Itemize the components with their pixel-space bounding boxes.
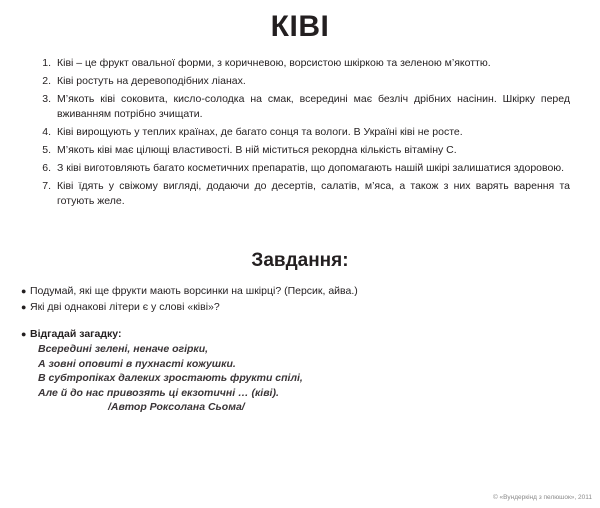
list-item-number: 4. (42, 126, 51, 138)
list-item (30, 92, 570, 122)
page-title: КІВІ (270, 10, 330, 43)
list-item-text: З ківі виготовляють багато косметичних препаратів, що допомагають нашій шкірі залишатися здоровою. (57, 162, 565, 174)
list-item-text: Подумай, які ще фрукти мають ворсинки на шкірці? (Персик, айва.) (30, 285, 358, 297)
list-item-number: 5. (42, 144, 51, 156)
riddle-line: Але й до нас привозять ці екзотичні … (ківі). (38, 386, 279, 399)
facts-list (0, 42, 600, 209)
riddle-author: /Автор Роксолана Сьома/ (108, 401, 245, 413)
list-item (30, 56, 570, 71)
riddle-line: В субтропіках далеких зростають фрукти спілі, (38, 372, 303, 384)
list-item (21, 284, 570, 299)
riddle-heading: Відгадай загадку: (30, 328, 122, 340)
riddle-verse (21, 342, 570, 415)
list-item-text: М’якоть ківі має цілющі властивості. В ній міститься рекордна кількість вітаміну С. (57, 144, 457, 156)
list-item (21, 300, 570, 315)
list-item-number: 7. (42, 180, 51, 192)
list-item-text: М’якоть ківі соковита, кисло-солодка на смак, всередині має безліч дрібних насінин. Шкірку перед вживанням потрібно зчищати. (57, 93, 570, 120)
tasks-heading: Завдання: (251, 250, 349, 271)
list-item-number: 6. (42, 162, 51, 174)
list-item (30, 143, 570, 158)
riddle-line: Всередині зелені, неначе огірки, (38, 343, 209, 355)
tasks-question-list (0, 270, 600, 315)
list-item (30, 179, 570, 209)
list-item-number: 3. (42, 93, 51, 105)
riddle-heading-row (21, 327, 570, 342)
list-item-text: Які дві однакові літери є у слові «ківі»? (30, 301, 220, 313)
list-item-number: 1. (42, 57, 51, 69)
copyright-footer: © «Вундеркінд з пелюшок», 2011 (492, 494, 592, 501)
riddle-block (0, 316, 600, 415)
bullet-dot-icon: ● (21, 286, 27, 296)
bullet-dot-icon: ● (21, 302, 27, 312)
list-item (30, 125, 570, 140)
riddle-line: А зовні оповиті в пухнасті кожушки. (38, 357, 236, 370)
list-item (30, 74, 570, 89)
list-item-text: Ківі ростуть на деревоподібних ліанах. (57, 75, 246, 87)
list-item-text: Ківі – це фрукт овальної форми, з коричневою, ворсистою шкіркою та зеленою м’якоттю. (57, 57, 491, 69)
list-item-text: Ківі їдять у свіжому вигляді, додаючи до десертів, салатів, м’яса, а також з них варять варення та готують желе. (57, 180, 570, 207)
list-item-number: 2. (42, 75, 51, 87)
list-item (30, 161, 570, 176)
list-item-text: Ківі вирощують у теплих країнах, де багато сонця та вологи. В Україні ківі не росте. (57, 126, 463, 138)
bullet-dot-icon: ● (21, 329, 27, 339)
